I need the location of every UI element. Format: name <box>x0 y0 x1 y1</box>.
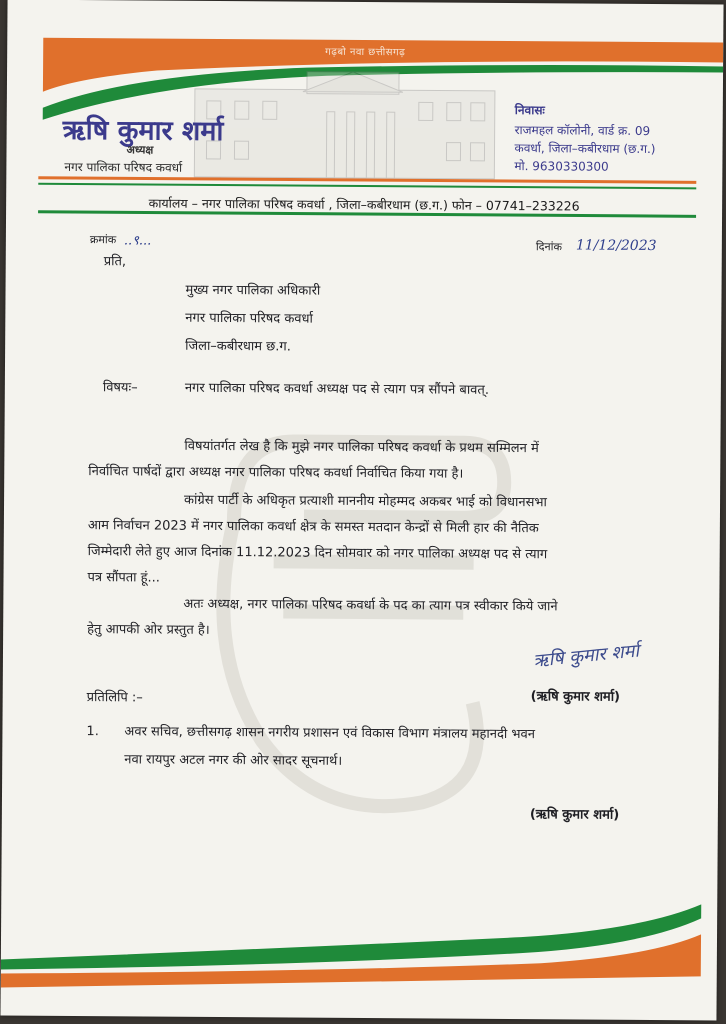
recipient-line-2: नगर पालिका परिषद कवर्धा <box>185 310 313 327</box>
recipient-line-1: मुख्य नगर पालिका अधिकारी <box>185 282 321 299</box>
sender-name: ऋषि कुमार शर्मा <box>62 114 224 148</box>
handwritten-signature: ऋषि कुमार शर्मा <box>532 640 640 672</box>
ref-value: ..९... <box>123 233 152 249</box>
ref-label: क्रमांक <box>89 233 117 247</box>
para3-line-1: अतः अध्यक्ष, नगर पालिका परिषद कवर्धा के पद का त्याग पत्र स्वीकार किये जाने <box>183 596 558 615</box>
para3-line-2: हेतु आपकी ओर प्रस्तुत है। <box>87 622 210 638</box>
motto: गढ़बो नवा छत्तीसगढ़ <box>325 46 406 59</box>
para2-line-2: आम निर्वाचन 2023 में नगर पालिका कवर्धा क्षेत्र के समस्त मतदान केन्द्रों से मिली हार की नैतिक <box>87 518 539 537</box>
residence-line2: कवर्धा, जिला–कबीरधाम (छ.ग.) <box>514 141 656 157</box>
para1-line-2: निर्वाचित पार्षदों द्वारा अध्यक्ष नगर पालिका परिषद कवर्धा निर्वाचित किया गया है। <box>88 464 464 482</box>
residence-label: निवासः <box>514 103 545 118</box>
recipient-line-3: जिला–कबीरधाम छ.ग. <box>185 338 291 355</box>
copy-number: 1. <box>86 724 99 740</box>
para2-line-1: कांग्रेस पार्टी के अधिकृत प्रत्याशी माननीय मोहम्मद अकबर भाई को विधानसभा <box>184 492 547 511</box>
para1-line-1: विषयांतर्गत लेख है कि मुझे नगर पालिका परिषद कवर्धा के प्रथम सम्मिलन में <box>184 438 539 457</box>
residence-line1: राजमहल कॉलोनी, वार्ड क्र. 09 <box>514 123 651 139</box>
mobile-number: मो. 9630330300 <box>514 159 609 174</box>
signatory-name: (ऋषि कुमार शर्मा) <box>530 689 621 705</box>
date-label: दिनांक <box>535 240 562 254</box>
copy-line-2: नवा रायपुर अटल नगर की ओर सादर सूचनार्थ। <box>124 752 343 769</box>
office-line: कार्यालय – नगर पालिका परिषद कवर्धा , जिला–कबीरधाम (छ.ग.) फोन – 07741–233226 <box>148 195 580 214</box>
subject: नगर पालिका परिषद कवर्धा अध्यक्ष पद से त्याग पत्र सौंपने बावत्. <box>184 380 490 398</box>
para2-line-3: जिम्मेदारी लेते हुए आज दिनांक 11.12.2023 दिन सोमवार को नगर पालिका अध्यक्ष पद से त्याग <box>87 544 548 563</box>
footer-bands <box>1 889 718 1004</box>
sender-organization: नगर पालिका परिषद कवर्धा <box>64 159 183 175</box>
subject-label: विषयः– <box>102 380 138 396</box>
copy-label: प्रतिलिपि :– <box>86 690 143 706</box>
para2-line-4: पत्र सौंपता हूं... <box>87 570 161 586</box>
signatory-name-2: (ऋषि कुमार शर्मा) <box>529 807 620 823</box>
to-label: प्रति, <box>103 254 127 270</box>
date-value: 11/12/2023 <box>575 237 657 255</box>
sender-designation: अध्यक्ष <box>126 143 154 157</box>
copy-line-1: अवर सचिव, छत्तीसगढ़ शासन नगरीय प्रशासन एवं विकास विभाग मंत्रालय महानदी भवन <box>124 724 536 743</box>
